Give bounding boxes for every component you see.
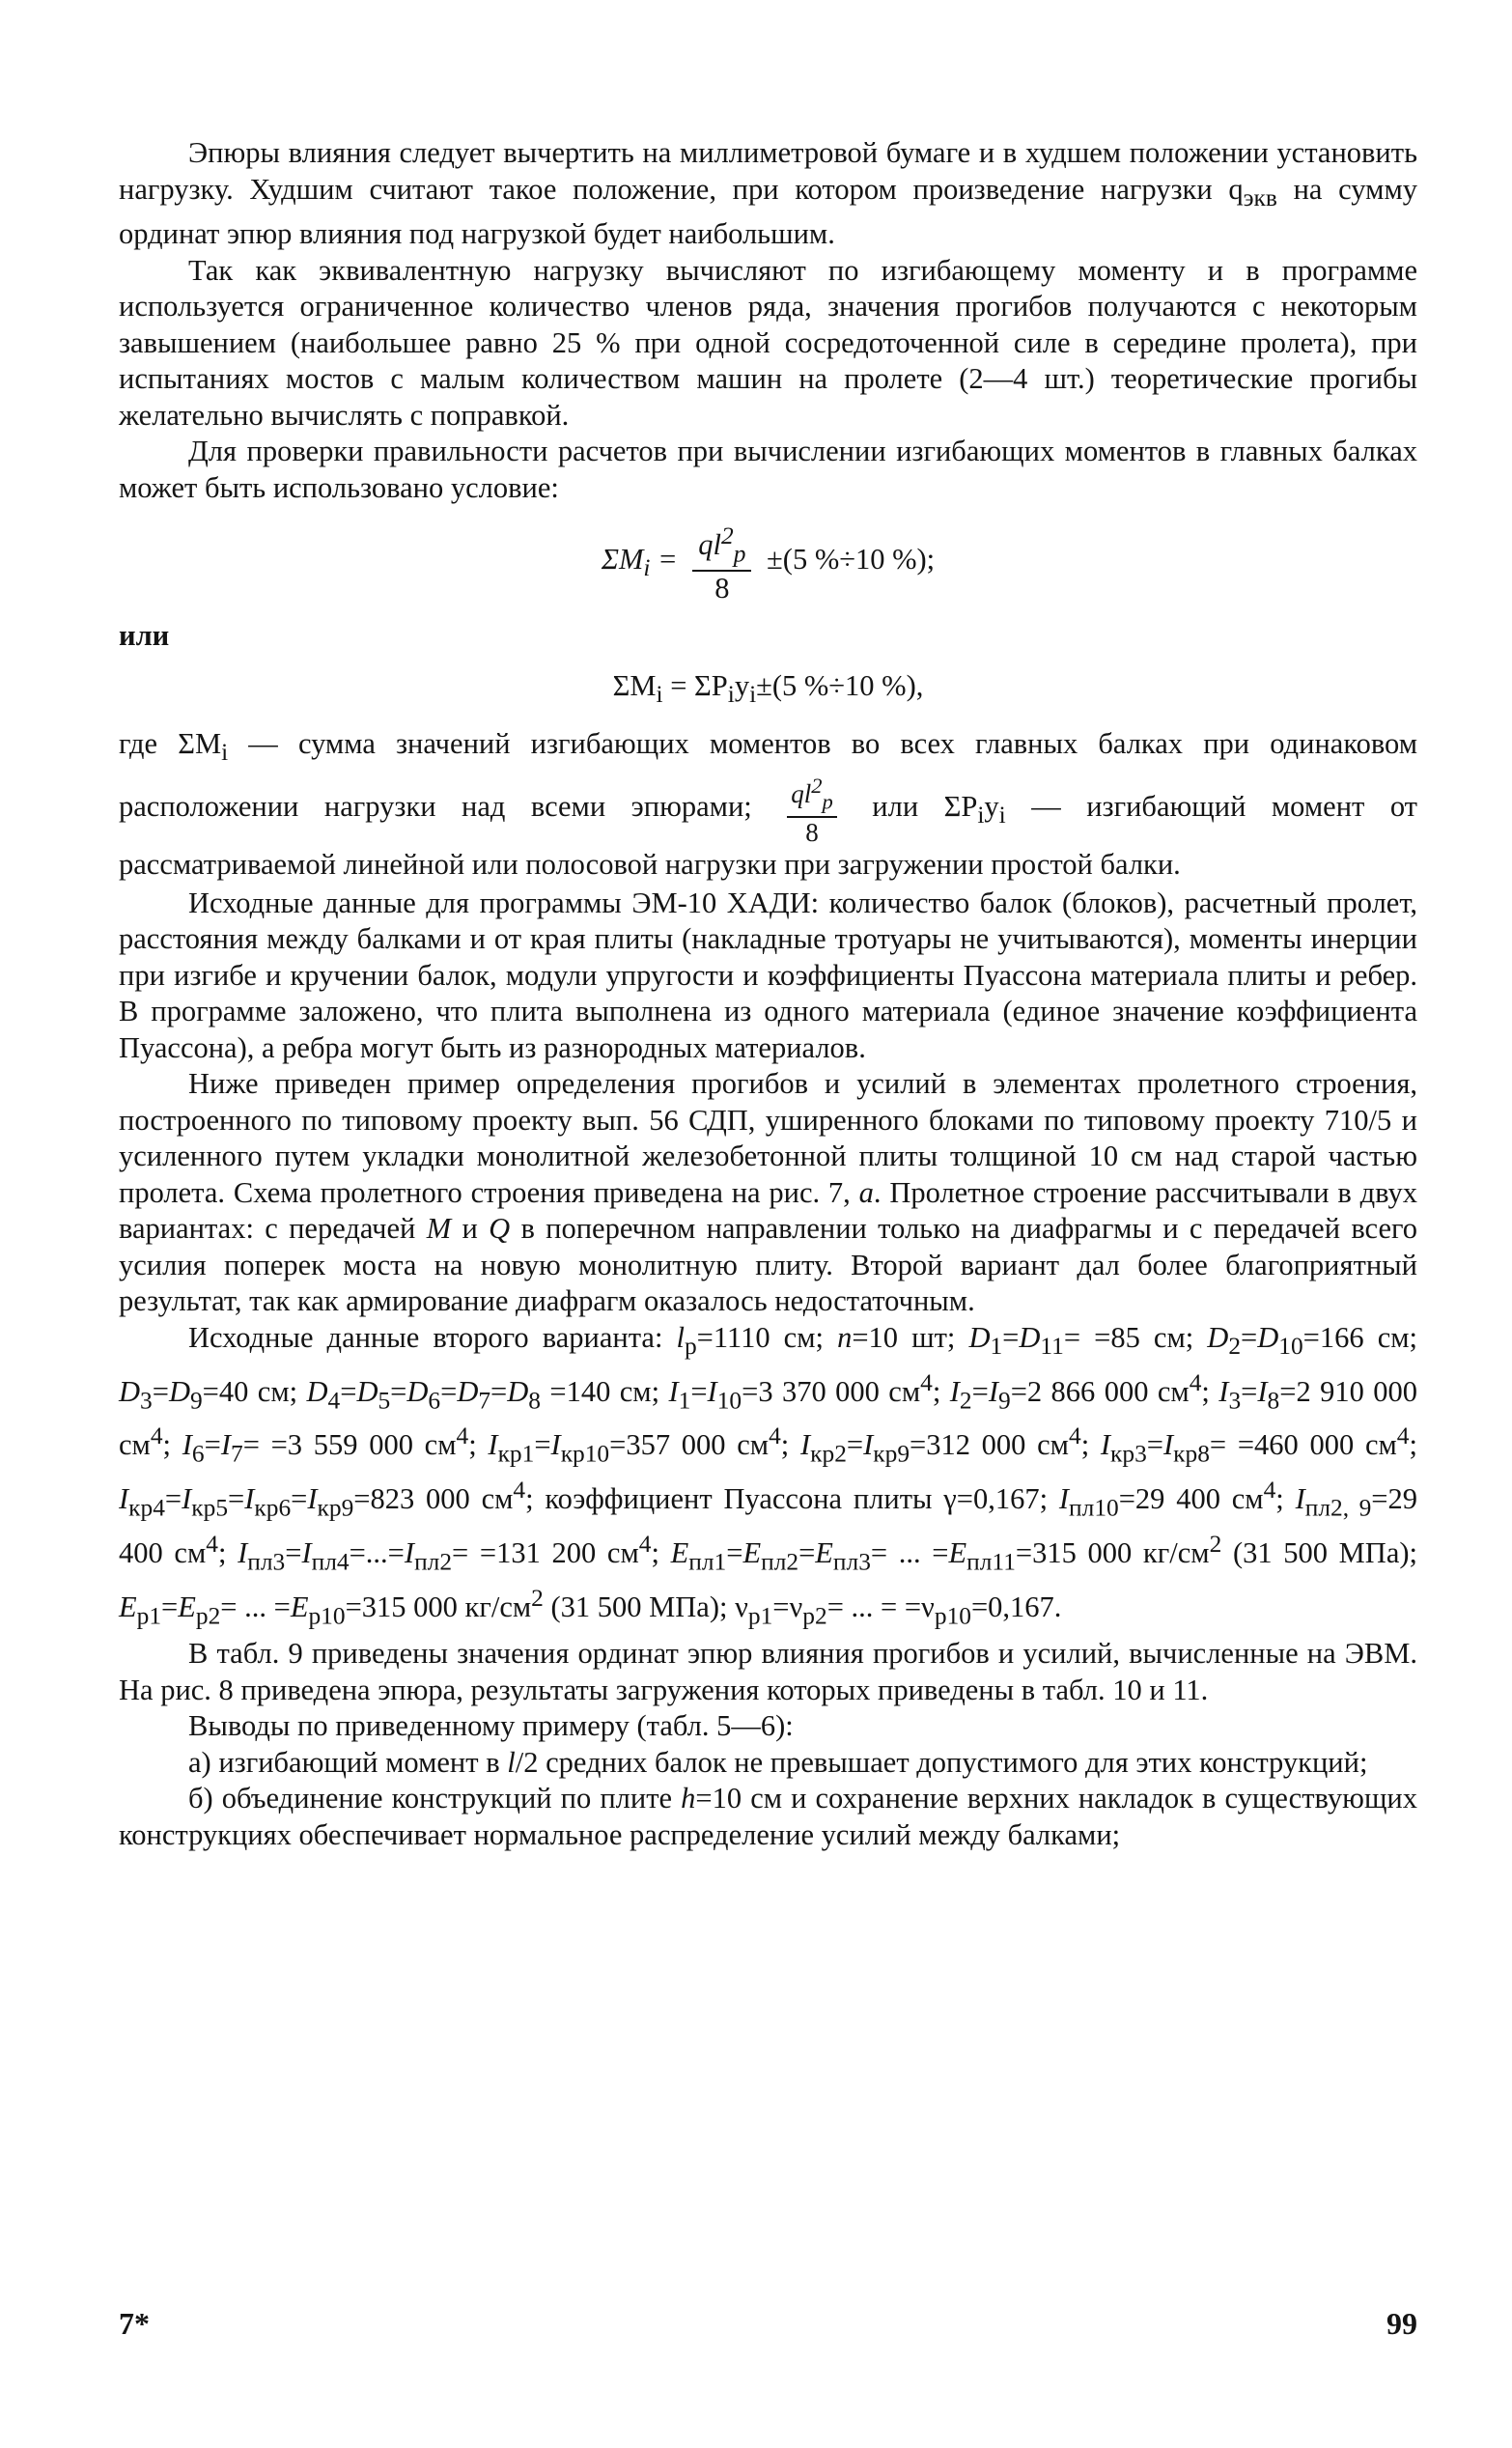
inline-fraction: [787, 772, 837, 847]
formula-sum-moments: [119, 520, 1417, 605]
paragraph-table-9: В табл. 9 приведены значения ординат эпюр влияния прогибов и усилий, вычисленные на ЭВМ. На рис. 8 приведена эпюра, результаты загружения которых приведены в табл. 10 и 11.: [119, 1637, 1417, 1706]
formula-rhs: ±(5 %÷10 %);: [767, 543, 936, 577]
inline-fraction-numerator: $ql^2_р$: [787, 772, 837, 818]
or-label: или: [119, 619, 170, 653]
signature-mark: 7*: [119, 2306, 150, 2341]
conclusion-item-a: а) изгибающий момент в l/2 средних балок не превышает допустимого для этих конструкций;: [188, 1745, 1368, 1779]
explanation-after: или $\Sigma P_iy_i$ — изгибающий момент от рассматриваемой линейной или полосовой нагрузки при загружении простой балки.: [119, 790, 1418, 882]
conclusion-item-b: б) объединение конструкций по плите h=10 см и сохранение верхних накладок в существующих конструкциях обеспечивает нормальное распределение усилий между балками;: [119, 1782, 1418, 1851]
fraction-denominator: 8: [714, 572, 730, 605]
paragraph-equivalent-load: Так как эквивалентную нагрузку вычисляют по изгибающему моменту и в программе используется ограниченное количество членов ряда, значения прогибов получаются с некоторым завышением (наибольшее равно 25 % при одной сосредоточенной силе в середине пролета), при испытаниях мостов с малым количеством машин на пролете (2—4 шт.) теоретические прогибы желательно вычислять с поправкой.: [119, 253, 1417, 432]
body-text: [119, 135, 1417, 1853]
formula-fraction: [692, 520, 751, 605]
fraction-numerator: $ql^2_р$: [692, 520, 751, 572]
paragraph-formula-explanation: [119, 726, 1417, 883]
paragraph-check-condition: Для проверки правильности расчетов при вычислении изгибающих моментов в главных балках может быть использовано условие:: [119, 435, 1417, 504]
inline-fraction-denominator: 8: [805, 818, 819, 848]
formula-sum-moments-alt: [119, 668, 1417, 714]
paragraph-loading-position: Эпюры влияния следует вычертить на миллиметровой бумаге и в худшем положении установить нагрузку. Худшим считают такое положение, при котором произведение нагрузки $q_{экв}$ на сумму ординат эпюр влияния под нагрузкой будет наибольшим.: [119, 136, 1417, 251]
formula2-text: $\Sigma M_i = \Sigma P_iy_i\pm(5$ %÷10 %),: [612, 668, 924, 708]
page-number: 99: [1386, 2306, 1417, 2341]
paragraph-example: Ниже приведен пример определения прогибов и усилий в элементах пролетного строения, построенного по типовому проекту вып. 56 СДП, уширенного блоками по типовому проекту 710/5 и усиленного путем укладки монолитной железобетонной плиты толщиной 10 см над старой частью пролета. Схема пролетного строения приведена на рис. 7, а. Пролетное строение рассчитывали в двух вариантах: с передачей M и Q в поперечном направлении только на диафрагмы и с передачей всего усилия поперек моста на новую монолитную плиту. Второй вариант дал более благоприятный результат, так как армирование диафрагм оказалось недостаточным.: [119, 1067, 1418, 1318]
paragraph-input-data: Исходные данные для программы ЭМ-10 ХАДИ: количество балок (блоков), расчетный пролет, расстояния между балками и от края плиты (накладные тротуары не учитываются), моменты инерции при изгибе и кручении балок, модули упругости и коэффициенты Пуассона материала плиты и ребер. В программе заложено, что плита выполнена из одного материала (единое значение коэффициента Пуассона), а ребра могут быть из разнородных материалов.: [119, 886, 1417, 1064]
paragraph-conclusions: Выводы по приведенному примеру (табл. 5—6):: [188, 1709, 794, 1743]
paragraph-second-variant-data: Исходные данные второго варианта: $l_р=1110$ см; n=10 шт; $D_1=D_{11}= =85$ см; $D_2=D_{10}=166$ см; $D_3=D_9=40$ см; $D_4=D_5=D_6=D_7=D_8 =140$ см; $I_1=I_{10}=3$ 370 000 $см^4$; $I_2=I_9=2$ 866 000 $см^4$; $I_3=I_8=2$ 910 000 $см^4$; $I_6=I_7= =3$ 559 000 $см^4$; $I_{кр1}=I_{кр10}=357$ 000 $см^4$; $I_{кр2}=I_{кр9}=312$ 000 $см^4$; $I_{кр3}=I_{кр8}= =460$ 000 $см^4$; $I_{кр4}=I_{кр5}=I_{кр6}=I_{кр9}=823$ 000 $см^4$; коэффициент Пуассона плиты γ=0,167; $I_{пл10}=29$ 400 $см^4$; $I_{пл2, 9}=29$ 400 $см^4$; $I_{пл3}=I_{пл4}=...=I_{пл2}= =131$ 200 $см^4$; $E_{пл1}=E_{пл2}=E_{пл3}=$ ... $=E_{пл11}=315$ 000 $кг/см^2$ (31 500 МПа); $E_{р1}=E_{р2}=$ ... $=E_{р10}=315$ 000 $кг/см^2$ (31 500 МПа); $\nu_{р1}=\nu_{р2}=$ ... = $=\nu_{р10}=0,167$.: [119, 1320, 1418, 1629]
formula-lhs: $\Sigma M_i$ =: [601, 543, 678, 582]
explanation-before: где $\Sigma M_i$ — сумма значений изгибающих моментов во всех главных балках при одинаковом расположении нагрузки над всеми эпюрами;: [119, 727, 1418, 824]
